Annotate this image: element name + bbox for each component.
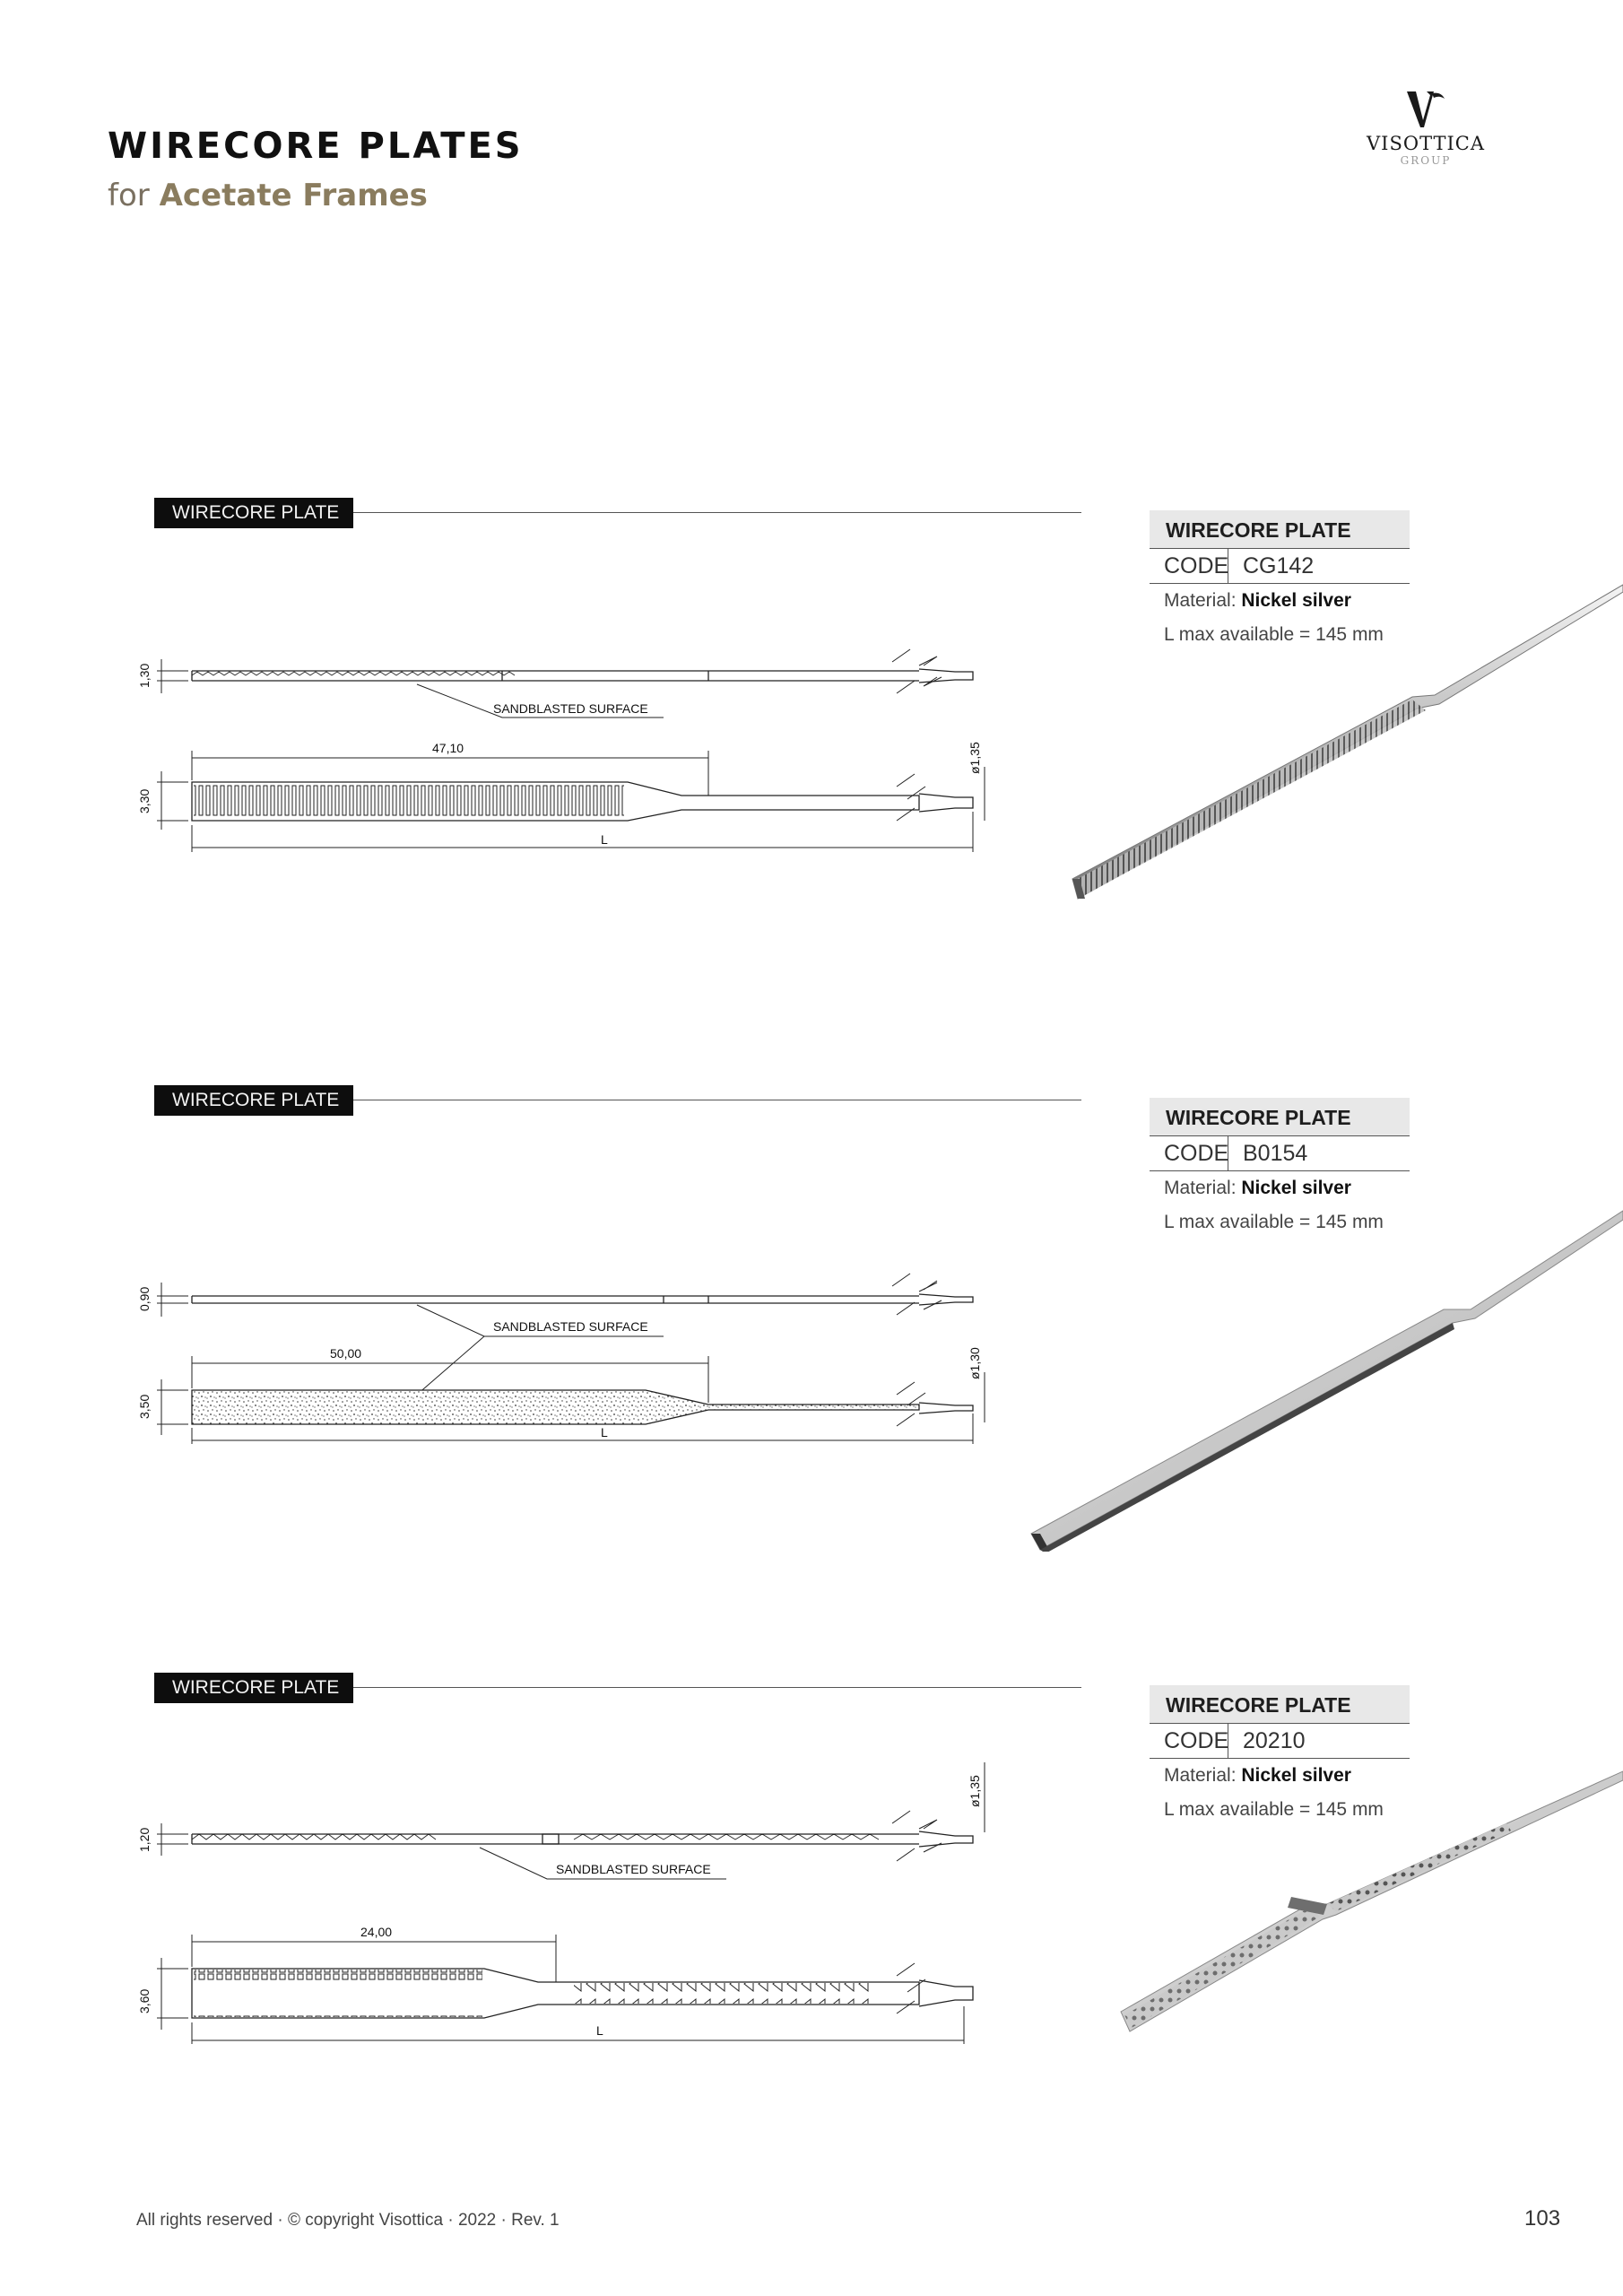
product-photo-cg142: [1058, 565, 1623, 906]
code-key: CODE: [1150, 549, 1228, 583]
dim-wire-dia: ø1,35: [968, 742, 982, 774]
spec-title: WIRECORE PLATE: [1150, 1098, 1410, 1136]
page-number: 103: [1524, 2206, 1561, 2231]
product-photo-20210: [1112, 1762, 1623, 2103]
dim-length: L: [601, 832, 608, 847]
logo-group: GROUP: [1400, 154, 1452, 167]
code-row: [1150, 1724, 1410, 1759]
material-value: Nickel silver: [1241, 590, 1351, 611]
lmax-line: L max available = 145 mm: [1164, 1799, 1384, 1820]
product-section-cg142: [0, 498, 1623, 1072]
dim-core-length: 47,10: [432, 741, 464, 755]
material-value: Nickel silver: [1241, 1765, 1351, 1786]
dim-width: 3,50: [137, 1394, 152, 1419]
dim-surface: SANDBLASTED SURFACE: [493, 701, 648, 716]
dim-thickness: 1,30: [137, 663, 152, 688]
code-value: 20210: [1243, 1728, 1306, 1753]
section-rule: [353, 1687, 1081, 1688]
dim-width: 3,30: [137, 788, 152, 813]
code-value: CG142: [1243, 553, 1315, 578]
dim-surface: SANDBLASTED SURFACE: [493, 1319, 648, 1334]
spec-title: WIRECORE PLATE: [1150, 1685, 1410, 1724]
page-subtitle: [108, 178, 428, 213]
dim-length: L: [601, 1425, 608, 1439]
dim-wire-dia: ø1,30: [968, 1347, 982, 1379]
product-section-20210: [0, 1673, 1623, 2247]
section-rule: [353, 512, 1081, 513]
code-row: [1150, 1136, 1410, 1171]
page-title: WIRECORE PLATES: [108, 126, 524, 167]
product-photo-b0154: [1022, 1175, 1623, 1552]
technical-drawing-20210: [126, 1726, 1031, 2049]
dim-thickness: 1,20: [137, 1827, 152, 1852]
section-label: WIRECORE PLATE: [154, 1085, 353, 1116]
subtitle-prefix: for: [108, 178, 150, 213]
footer-copyright: All rights reserved · © copyright Visottica · 2022 · Rev. 1: [136, 2211, 560, 2230]
code-key: CODE: [1150, 1724, 1228, 1758]
code-value: B0154: [1243, 1141, 1308, 1166]
visottica-logo: [1363, 90, 1488, 167]
material-key: Material:: [1164, 590, 1237, 611]
product-section-b0154: [0, 1085, 1623, 1659]
subtitle-emphasis: Acetate Frames: [159, 178, 428, 213]
lmax-line: L max available = 145 mm: [1164, 1212, 1384, 1232]
spec-title: WIRECORE PLATE: [1150, 510, 1410, 549]
dim-width: 3,60: [137, 1988, 152, 2013]
material-key: Material:: [1164, 1178, 1237, 1198]
logo-brand: VISOTTICA: [1367, 133, 1485, 154]
lmax-line: L max available = 145 mm: [1164, 624, 1384, 645]
dim-surface: SANDBLASTED SURFACE: [556, 1862, 711, 1876]
dim-length: L: [596, 2023, 603, 2038]
technical-drawing-cg142: [126, 552, 1031, 857]
technical-drawing-b0154: [126, 1139, 1031, 1444]
dim-core-length: 24,00: [360, 1925, 393, 1939]
section-label: WIRECORE PLATE: [154, 498, 353, 528]
dim-wire-dia: ø1,35: [968, 1775, 982, 1807]
material-value: Nickel silver: [1241, 1178, 1351, 1198]
code-key: CODE: [1150, 1136, 1228, 1170]
dim-core-length: 50,00: [330, 1346, 362, 1361]
section-label: WIRECORE PLATE: [154, 1673, 353, 1703]
material-key: Material:: [1164, 1765, 1237, 1786]
v-mark-icon: [1405, 90, 1446, 129]
dim-thickness: 0,90: [137, 1286, 152, 1311]
